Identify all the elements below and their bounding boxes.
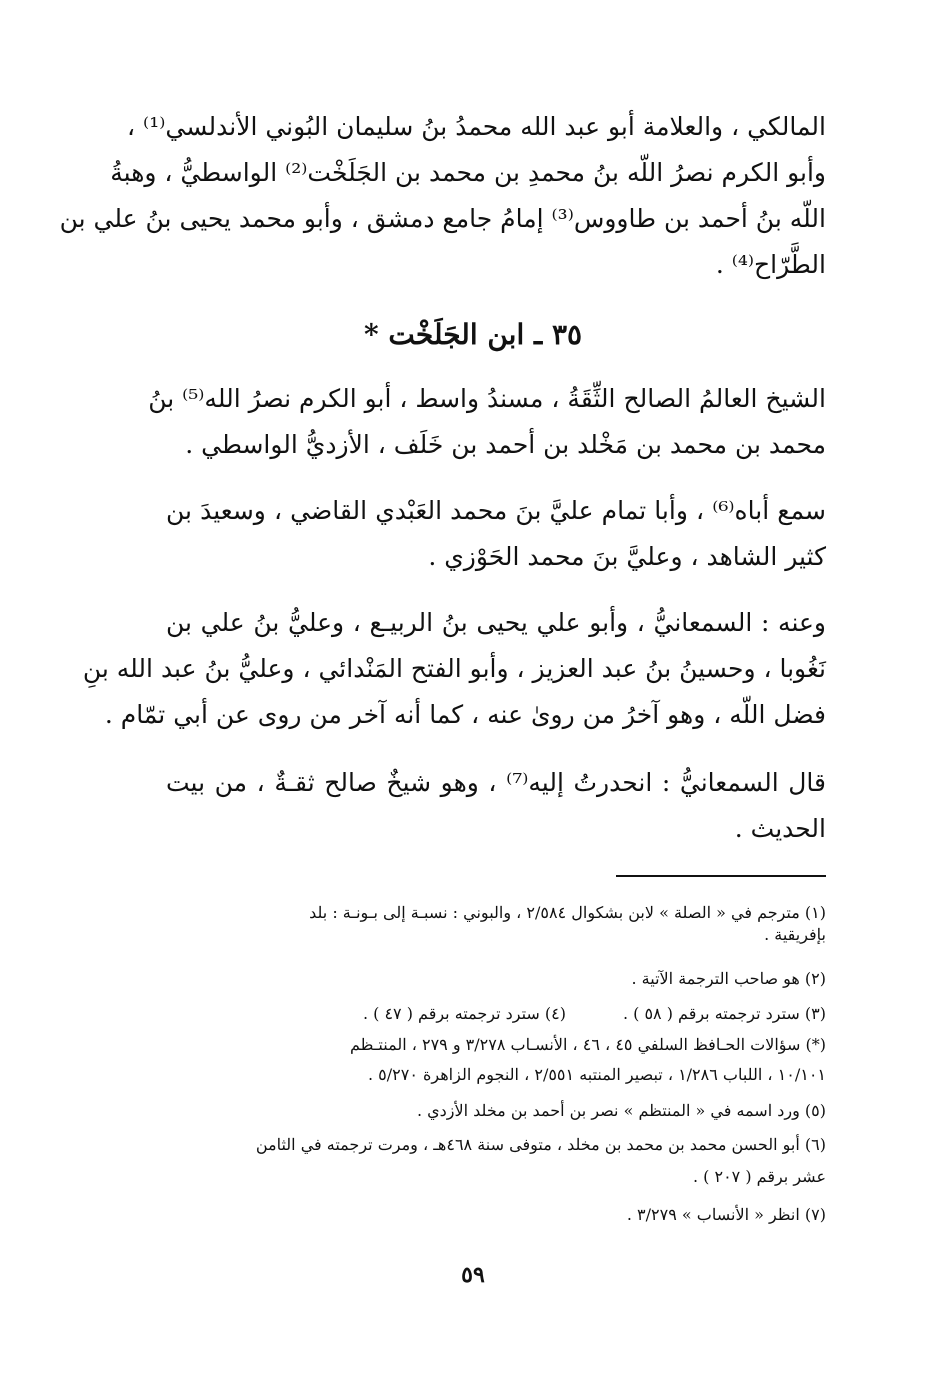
- footnote-line: (١) مترجم في « الصلة » لابن بشكوال ٢/٥٨٤ ، والبوني : نسبـة إلى بـونـة : بلد: [309, 903, 826, 922]
- intro-paragraph: [59, 104, 826, 288]
- text-line: سمع أباه⁽⁶⁾ ، وأبا تمام عليَّ بنَ محمد العَبْدي القاضي ، وسعيدَ بن: [166, 496, 826, 525]
- footnote-5: (٥) ورد اسمه في « المنتظم » نصر بن أحمد بن مخلد الأزدي .: [416, 1101, 826, 1120]
- page-number: ٥٩: [461, 1262, 485, 1288]
- text-line: الطَّرّاح⁽⁴⁾ .: [715, 250, 826, 279]
- footnote-line: ١٠/١٠١ ، اللباب ١/٢٨٦ ، تبصير المنتبه ٢/٥٥١ ، النجوم الزاهرة ٥/٢٧٠ .: [368, 1065, 826, 1084]
- footnote-1: [161, 902, 826, 946]
- text-line: الحديث .: [734, 814, 826, 843]
- footnote-3: (٣) سترد ترجمته برقم ( ٥٨ ) .: [622, 1004, 826, 1023]
- text-line: وأبو الكرم نصرُ اللّه بنُ محمدِ بن محمد بن الجَلَخْت⁽²⁾ الواسطيُّ ، وهبةُ: [110, 158, 826, 187]
- footnote-separator: [616, 875, 826, 877]
- text-line: فضل اللّه ، وهو آخرُ من روىٰ عنه ، كما أنه آخر من روى عن أبي تمّام .: [104, 700, 826, 729]
- footnotes-3-4: [161, 1003, 826, 1025]
- text-line: محمد بن محمد بن مَخْلد بن أحمد بن خَلَف ، الأزديُّ الواسطي .: [185, 430, 826, 459]
- text-line: المالكي ، والعلامة أبو عبد الله محمدُ بنُ سليمان البُوني الأندلسي⁽¹⁾ ،: [127, 112, 826, 141]
- footnote-2: (٢) هو صاحب الترجمة الآتية .: [631, 969, 826, 988]
- footnote-7: (٧) انظر « الأنساب » ٣/٢٧٩ .: [626, 1205, 826, 1224]
- footnote-line: بإفريقية .: [764, 925, 826, 944]
- footnote-line: (٦) أبو الحسن محمد بن محمد بن مخلد ، متوفى سنة ٤٦٨هـ ، ومرت ترجمته في الثامن: [255, 1135, 826, 1154]
- students-paragraph: [82, 600, 826, 738]
- text-line: اللّه بنُ أحمد بن طاووس⁽³⁾ إمامُ جامع دمشق ، وأبو محمد يحيى بنُ علي بن: [59, 204, 826, 233]
- footnote-line: عشر برقم ( ٢٠٧ ) .: [692, 1167, 826, 1186]
- text-line: قال السمعانيُّ : انحدرتُ إليه⁽⁷⁾ ، وهو شيخٌ صالح ثقـةٌ ، من بيت: [166, 768, 827, 797]
- quote-paragraph: [166, 760, 826, 852]
- bio-paragraph: [148, 376, 826, 468]
- text-line: وعنه : السمعانيُّ ، وأبو علي يحيى بنُ الربيـع ، وعليُّ بنُ علي بن: [166, 608, 826, 637]
- footnote-6: [161, 1134, 826, 1188]
- footnote-star: [161, 1034, 826, 1086]
- text-line: الشيخ العالمُ الصالح الثِّقَةُ ، مسندُ واسط ، أبو الكرم نصرُ الله⁽⁵⁾ بنُ: [148, 384, 826, 413]
- footnote-line: (*) سؤالات الحـافظ السلفي ٤٥ ، ٤٦ ، الأنسـاب ٣/٢٧٨ و ٢٧٩ ، المنتـظم: [349, 1035, 826, 1054]
- teachers-paragraph: [166, 488, 826, 580]
- footnote-4: (٤) سترد ترجمته برقم ( ٤٧ ) .: [362, 1004, 566, 1023]
- section-heading: ٣٥ ـ ابن الجَلَخْت *: [363, 318, 583, 351]
- text-line: نَغُوبا ، وحسينُ بنُ عبد العزيز ، وأبو الفتح المَنْدائي ، وعليُّ بنُ عبد الله بنِ: [82, 654, 826, 683]
- text-line: كثير الشاهد ، وعليَّ بنَ محمد الحَوْزي .: [428, 542, 826, 571]
